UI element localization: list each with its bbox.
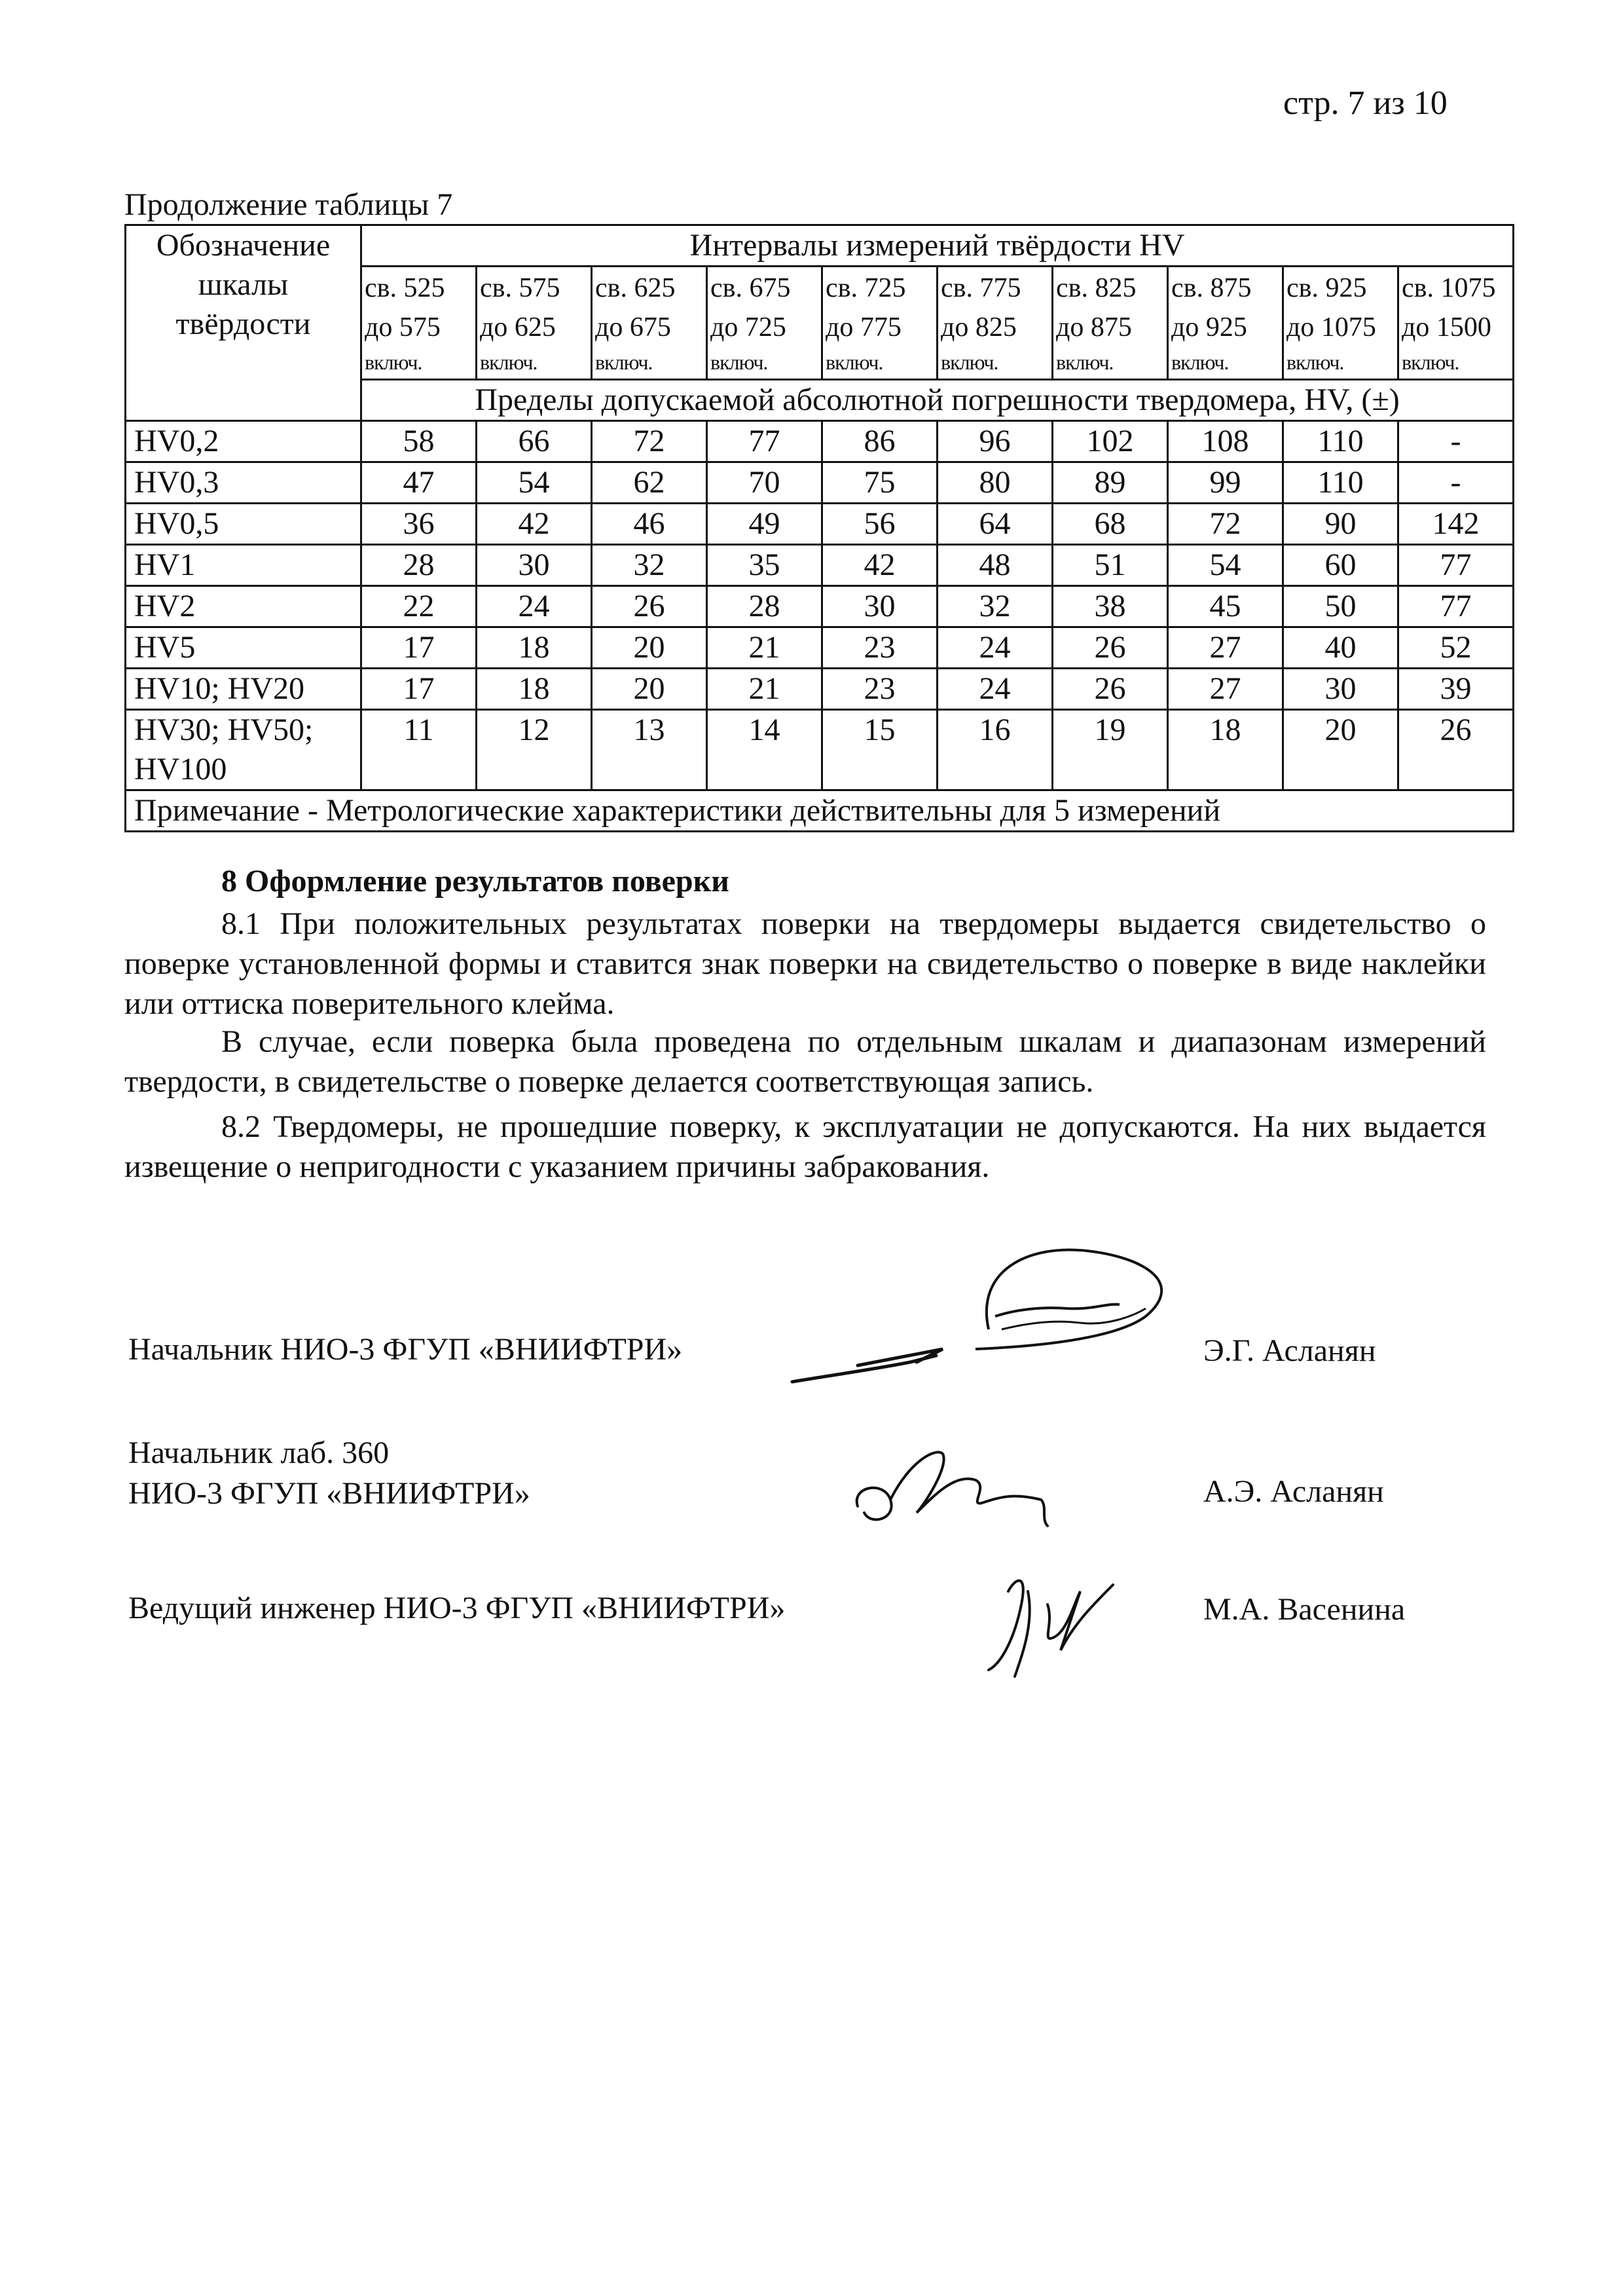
scale-cell: HV2 (126, 586, 361, 627)
value-cell: 28 (361, 545, 477, 586)
value-cell: 32 (938, 586, 1053, 627)
value-cell: 50 (1283, 586, 1398, 627)
value-cell: 21 (707, 627, 822, 669)
note-row (126, 790, 1514, 832)
value-cell: 89 (1053, 462, 1168, 504)
interval-header-cell (477, 267, 592, 380)
value-cell: 58 (361, 421, 477, 462)
section-8-title: 8 Оформление результатов поверки (221, 864, 729, 898)
value-cell: 72 (592, 421, 707, 462)
section-8-1-second-paragraph: В случае, если поверка была проведена по отдельным шкалам и диапазонам измерений твердости, в свидетельстве о поверке делается соответствующая запись. (124, 1024, 1486, 1099)
value-cell: 96 (938, 421, 1053, 462)
value-cell: 70 (707, 462, 822, 504)
value-cell: 35 (707, 545, 822, 586)
value-cell: - (1398, 462, 1514, 504)
value-cell: 17 (361, 669, 477, 710)
section-8-1-paragraph: 8.1 При положительных результатах поверки на твердомеры выдается свидетельство о поверке установленной формы и ставится знак поверки на свидетельство о поверке в виде наклейки или оттиска поверительного клейма. (124, 906, 1486, 1021)
interval-from: св. 825 (1056, 273, 1137, 303)
value-cell: 110 (1283, 421, 1398, 462)
value-cell: 54 (477, 462, 592, 504)
interval-incl: включ. (595, 350, 653, 374)
scale-cell: HV0,3 (126, 462, 361, 504)
value-cell: 23 (822, 627, 938, 669)
table-row (126, 462, 1514, 504)
interval-to: до 625 (480, 312, 556, 343)
table-row (126, 421, 1514, 462)
interval-incl: включ. (1286, 350, 1344, 374)
value-cell: 11 (361, 710, 477, 790)
interval-to: до 575 (365, 312, 441, 343)
signatory-1-name: Э.Г. Асланян (1203, 1333, 1376, 1368)
table-caption: Продолжение таблицы 7 (124, 187, 453, 222)
value-cell: 77 (1398, 545, 1514, 586)
signature-2 (845, 1434, 1067, 1539)
value-cell: 23 (822, 669, 938, 710)
value-cell: 26 (592, 586, 707, 627)
value-cell: 48 (938, 545, 1053, 586)
value-cell: 75 (822, 462, 938, 504)
interval-incl: включ. (710, 350, 768, 374)
value-cell: 102 (1053, 421, 1168, 462)
table-header-row (126, 225, 1514, 267)
value-cell: 42 (477, 504, 592, 545)
interval-from: св. 525 (365, 273, 445, 303)
interval-to: до 925 (1171, 312, 1247, 343)
interval-header-cell (1168, 267, 1283, 380)
value-cell: 24 (477, 586, 592, 627)
value-cell: 90 (1283, 504, 1398, 545)
value-cell: 30 (477, 545, 592, 586)
value-cell: 13 (592, 710, 707, 790)
value-cell: 32 (592, 545, 707, 586)
interval-to: до 1500 (1402, 312, 1491, 343)
interval-from: св. 1075 (1402, 273, 1496, 303)
table-row (126, 545, 1514, 586)
value-cell: 17 (361, 627, 477, 669)
value-cell: 62 (592, 462, 707, 504)
value-cell: 110 (1283, 462, 1398, 504)
value-cell: 60 (1283, 545, 1398, 586)
value-cell: 15 (822, 710, 938, 790)
interval-incl: включ. (365, 350, 422, 374)
value-cell: 52 (1398, 627, 1514, 669)
interval-to: до 775 (826, 312, 902, 343)
value-cell: 18 (477, 669, 592, 710)
value-cell: 18 (477, 627, 592, 669)
value-cell: 30 (1283, 669, 1398, 710)
interval-header-cell (822, 267, 938, 380)
value-cell: 80 (938, 462, 1053, 504)
interval-header-cell (592, 267, 707, 380)
table-row (126, 504, 1514, 545)
interval-header-cell (1283, 267, 1398, 380)
page-number: стр. 7 из 10 (1283, 84, 1448, 122)
value-cell: 66 (477, 421, 592, 462)
value-cell: 19 (1053, 710, 1168, 790)
value-cell: 99 (1168, 462, 1283, 504)
signature-1 (779, 1231, 1211, 1401)
interval-to: до 1075 (1286, 312, 1376, 343)
value-cell: 20 (592, 669, 707, 710)
interval-header-cell (1398, 267, 1514, 380)
value-cell: 72 (1168, 504, 1283, 545)
interval-to: до 825 (941, 312, 1017, 343)
scale-cell: HV1 (126, 545, 361, 586)
intervals-header: Интервалы измерений твёрдости HV (361, 225, 1514, 267)
table-note: Примечание - Метрологические характеристики действительны для 5 измерений (126, 790, 1514, 832)
value-cell: 108 (1168, 421, 1283, 462)
value-cell: 56 (822, 504, 938, 545)
scale-cell: HV30; HV50; HV100 (126, 710, 361, 790)
value-cell: 68 (1053, 504, 1168, 545)
value-cell: 42 (822, 545, 938, 586)
value-cell: 38 (1053, 586, 1168, 627)
interval-incl: включ. (1402, 350, 1459, 374)
signatory-2-position-line1: Начальник лаб. 360 (128, 1435, 390, 1470)
value-cell: 77 (1398, 586, 1514, 627)
value-cell: 27 (1168, 627, 1283, 669)
interval-incl: включ. (1171, 350, 1229, 374)
signatory-3-position: Ведущий инженер НИО-3 ФГУП «ВНИИФТРИ» (128, 1591, 786, 1625)
value-cell: 47 (361, 462, 477, 504)
value-cell: 26 (1053, 627, 1168, 669)
value-cell: 54 (1168, 545, 1283, 586)
table-row (126, 586, 1514, 627)
signatory-2-position-line2: НИО-3 ФГУП «ВНИИФТРИ» (128, 1476, 530, 1511)
interval-header-cell (361, 267, 477, 380)
interval-from: св. 775 (941, 273, 1021, 303)
value-cell: 26 (1398, 710, 1514, 790)
scale-cell: HV0,5 (126, 504, 361, 545)
value-cell: 22 (361, 586, 477, 627)
interval-incl: включ. (1056, 350, 1114, 374)
interval-header-cell (707, 267, 822, 380)
designation-header: Обозначение шкалы твёрдости (126, 225, 361, 421)
value-cell: 20 (592, 627, 707, 669)
scale-cell: HV10; HV20 (126, 669, 361, 710)
scale-cell: HV0,2 (126, 421, 361, 462)
interval-from: св. 875 (1171, 273, 1252, 303)
value-cell: 142 (1398, 504, 1514, 545)
value-cell: 16 (938, 710, 1053, 790)
value-cell: 51 (1053, 545, 1168, 586)
interval-to: до 675 (595, 312, 671, 343)
signature-3 (976, 1565, 1133, 1683)
value-cell: 24 (938, 627, 1053, 669)
value-cell: 49 (707, 504, 822, 545)
value-cell: 46 (592, 504, 707, 545)
table-row (126, 627, 1514, 669)
value-cell: 86 (822, 421, 938, 462)
table-row (126, 710, 1514, 790)
value-cell: 36 (361, 504, 477, 545)
interval-header-cell (1053, 267, 1168, 380)
value-cell: 28 (707, 586, 822, 627)
interval-to: до 725 (710, 312, 786, 343)
interval-incl: включ. (826, 350, 883, 374)
interval-from: св. 575 (480, 273, 560, 303)
value-cell: 21 (707, 669, 822, 710)
value-cell: 40 (1283, 627, 1398, 669)
value-cell: 20 (1283, 710, 1398, 790)
value-cell: 77 (707, 421, 822, 462)
value-cell: 45 (1168, 586, 1283, 627)
signatory-3-name: М.А. Васенина (1203, 1592, 1406, 1627)
table-row (126, 669, 1514, 710)
value-cell: 39 (1398, 669, 1514, 710)
value-cell: 30 (822, 586, 938, 627)
scale-cell: HV5 (126, 627, 361, 669)
value-cell: 24 (938, 669, 1053, 710)
interval-from: св. 925 (1286, 273, 1367, 303)
section-8-2-paragraph: 8.2 Твердомеры, не прошедшие поверку, к эксплуатации не допускаются. На них выдается извещение о непригодности с указанием причины забракования. (124, 1109, 1486, 1184)
interval-to: до 875 (1056, 312, 1132, 343)
interval-from: св. 625 (595, 273, 676, 303)
value-cell: 12 (477, 710, 592, 790)
value-cell: - (1398, 421, 1514, 462)
value-cell: 64 (938, 504, 1053, 545)
interval-from: св. 675 (710, 273, 791, 303)
hardness-error-table (124, 224, 1514, 832)
value-cell: 14 (707, 710, 822, 790)
signatory-1-position: Начальник НИО-3 ФГУП «ВНИИФТРИ» (128, 1332, 683, 1367)
value-cell: 26 (1053, 669, 1168, 710)
interval-header-cell (938, 267, 1053, 380)
value-cell: 18 (1168, 710, 1283, 790)
interval-incl: включ. (480, 350, 538, 374)
value-cell: 27 (1168, 669, 1283, 710)
interval-from: св. 725 (826, 273, 906, 303)
signatory-2-name: А.Э. Асланян (1203, 1474, 1384, 1509)
limits-header: Пределы допускаемой абсолютной погрешности твердомера, HV, (±) (361, 380, 1514, 421)
interval-incl: включ. (941, 350, 998, 374)
